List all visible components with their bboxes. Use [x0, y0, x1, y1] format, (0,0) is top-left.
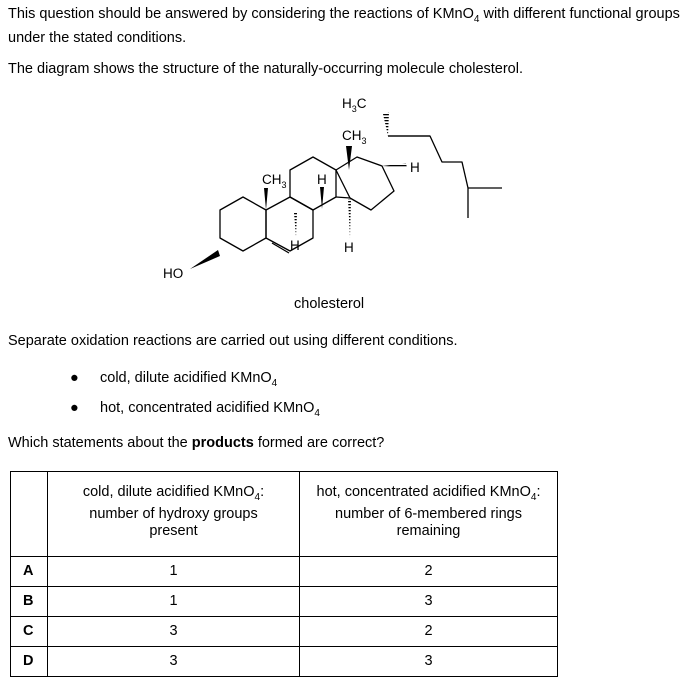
- ring-count: 2: [300, 617, 558, 647]
- header-cold-dilute: cold, dilute acidified KMnO$_4$: number of hydroxy groups present: [48, 472, 300, 557]
- ring-count: 2: [300, 557, 558, 587]
- table-row[interactable]: [11, 587, 558, 617]
- h-down-2-label: H: [344, 240, 354, 255]
- hash-h-side: [382, 163, 407, 168]
- diagram-caption: cholesterol: [294, 296, 365, 312]
- ch3-mid-label: $CH_3$: [262, 172, 287, 190]
- side-chain: [388, 136, 468, 218]
- ho-label: HO: [163, 266, 184, 281]
- ch3-top-label: $CH_3$: [342, 128, 367, 146]
- cholesterol-structure-diagram: [150, 88, 510, 320]
- hash-h-down-2: [348, 199, 351, 238]
- diagram-intro-text: The diagram shows the structure of the naturally-occurring molecule cholesterol.: [8, 61, 523, 77]
- double-bond: [272, 243, 289, 253]
- hydroxy-count: 1: [48, 557, 300, 587]
- wedge-ho: [190, 250, 220, 269]
- h-side-label: H: [410, 160, 420, 175]
- wedge-ch3-top: [346, 146, 352, 170]
- answer-options-table: [10, 471, 558, 677]
- question-text: Which statements about the products formed are correct?: [8, 435, 385, 451]
- ring-c: [290, 157, 336, 210]
- option-letter[interactable]: B: [11, 587, 48, 617]
- table-row[interactable]: [11, 557, 558, 587]
- h-ring-b-label: H: [317, 172, 327, 187]
- header-empty-cell: [11, 472, 48, 557]
- header-hot-concentrated: hot, concentrated acidified KMnO$_4$: number of 6-membered rings remaining: [300, 472, 558, 557]
- bullet-dot: ●: [70, 370, 79, 386]
- ring-a: [220, 197, 266, 251]
- option-letter[interactable]: A: [11, 557, 48, 587]
- intro-text: This question should be answered by considering the reactions of KMnO$_4$ with different functional groups under the stated conditions.: [8, 6, 680, 46]
- hash-h3c: [383, 112, 389, 136]
- ring-d: [336, 157, 394, 210]
- option-letter[interactable]: C: [11, 617, 48, 647]
- table-row[interactable]: [11, 647, 558, 677]
- hydroxy-count: 3: [48, 617, 300, 647]
- hydroxy-count: 3: [48, 647, 300, 677]
- wedge-ch3-left: [264, 188, 268, 210]
- table-header-row: [11, 472, 558, 557]
- hydroxy-count: 1: [48, 587, 300, 617]
- table-row[interactable]: [11, 617, 558, 647]
- h3c-label: $H_3C$: [342, 96, 367, 114]
- option-letter[interactable]: D: [11, 647, 48, 677]
- h-down-1-label: H: [290, 238, 300, 253]
- hash-h-down-1: [294, 213, 297, 237]
- bullet-dot: ●: [70, 400, 79, 416]
- ring-count: 3: [300, 647, 558, 677]
- ring-count: 3: [300, 587, 558, 617]
- conditions-intro-text: Separate oxidation reactions are carried out using different conditions.: [8, 333, 458, 349]
